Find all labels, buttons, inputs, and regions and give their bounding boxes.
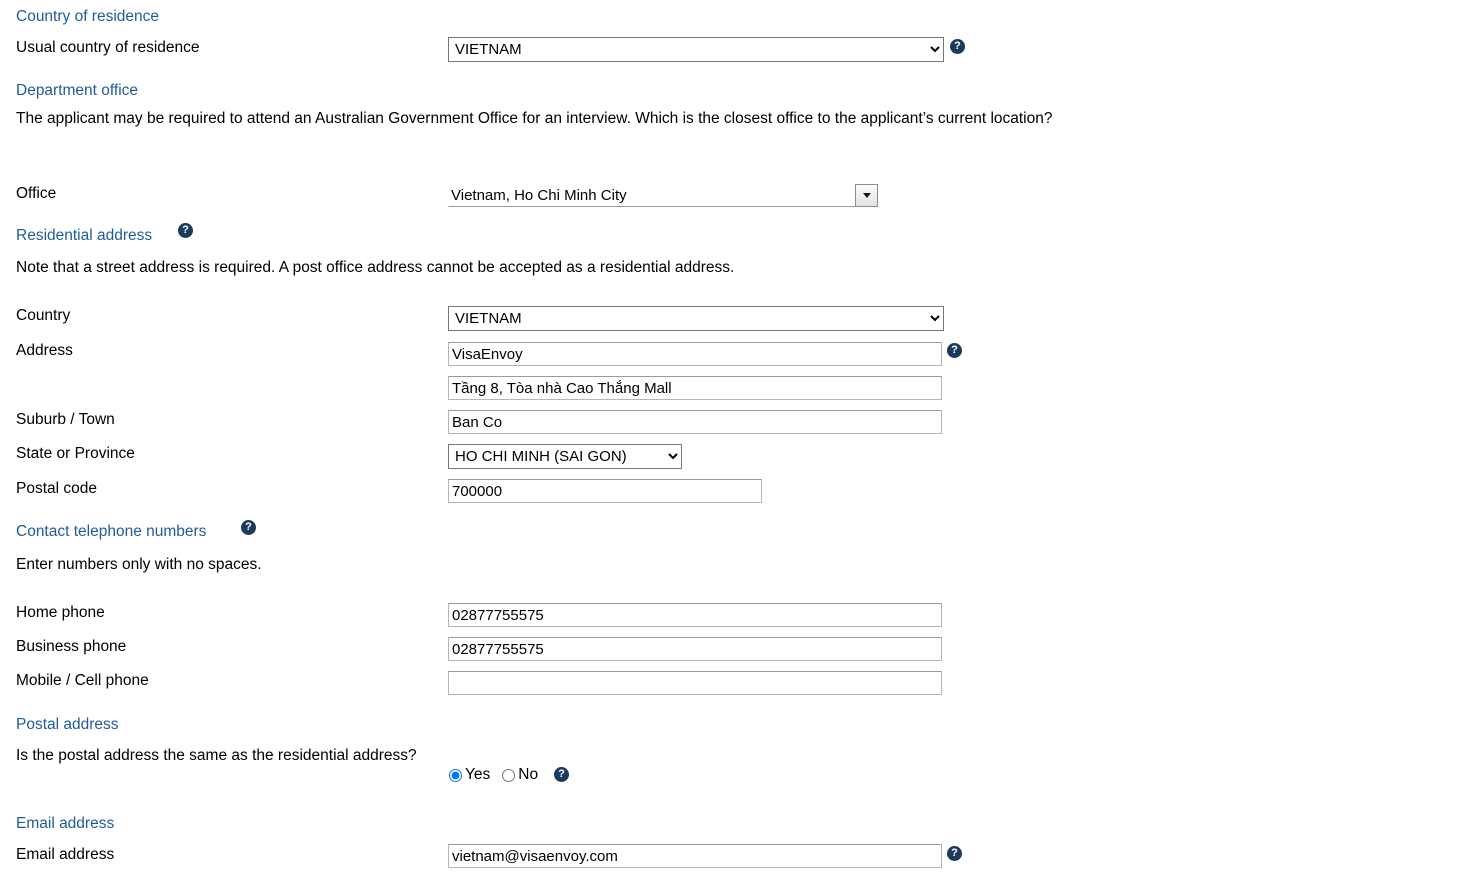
section-heading-country-of-residence: Country of residence xyxy=(16,8,160,25)
help-icon-residential-address[interactable]: ? xyxy=(178,223,193,238)
radio-label-postal-no[interactable]: No xyxy=(518,766,539,783)
combo-office[interactable] xyxy=(448,184,856,207)
label-postal-code: Postal code xyxy=(16,480,97,497)
label-residential-country: Country xyxy=(16,307,71,324)
input-address-line-1[interactable] xyxy=(448,342,942,366)
radio-postal-no[interactable] xyxy=(502,769,515,782)
input-home-phone[interactable] xyxy=(448,603,942,627)
label-address: Address xyxy=(16,342,73,359)
label-home-phone: Home phone xyxy=(16,604,105,621)
input-business-phone[interactable] xyxy=(448,637,942,661)
contact-telephone-note: Enter numbers only with no spaces. xyxy=(16,556,262,573)
help-icon-country-of-residence[interactable]: ? xyxy=(950,39,965,54)
label-suburb-town: Suburb / Town xyxy=(16,411,115,428)
select-state-or-province[interactable] xyxy=(448,444,682,469)
label-usual-country-of-residence: Usual country of residence xyxy=(16,39,200,56)
input-mobile-cell-phone[interactable] xyxy=(448,671,942,695)
input-email-address[interactable] xyxy=(448,844,942,868)
input-postal-code[interactable] xyxy=(448,479,762,503)
combo-office-dropdown-button[interactable] xyxy=(855,184,878,207)
input-address-line-2[interactable] xyxy=(448,376,942,400)
section-heading-email-address: Email address xyxy=(16,815,115,832)
department-office-description: The applicant may be required to attend an Australian Government Office for an interview. Which is the closest office to the applicant’s current location? xyxy=(16,110,1053,127)
label-state-or-province: State or Province xyxy=(16,445,135,462)
section-heading-residential-address: Residential address xyxy=(16,227,153,244)
postal-address-question: Is the postal address the same as the residential address? xyxy=(16,747,417,764)
help-icon-contact-telephone[interactable]: ? xyxy=(241,520,256,535)
help-icon-email-address[interactable]: ? xyxy=(947,846,962,861)
label-email-address: Email address xyxy=(16,846,115,863)
help-icon-address[interactable]: ? xyxy=(947,343,962,358)
input-suburb-town[interactable] xyxy=(448,410,942,434)
section-heading-postal-address: Postal address xyxy=(16,716,119,733)
radio-label-postal-yes[interactable]: Yes xyxy=(465,766,491,783)
radio-postal-yes[interactable] xyxy=(449,769,462,782)
select-residential-country[interactable] xyxy=(448,306,944,331)
chevron-down-icon xyxy=(863,193,871,198)
radio-group-postal-same-as-residential[interactable] xyxy=(449,766,550,784)
residential-address-note: Note that a street address is required. A post office address cannot be accepted as a residential address. xyxy=(16,259,735,276)
select-usual-country-of-residence[interactable] xyxy=(448,37,944,62)
label-mobile-cell-phone: Mobile / Cell phone xyxy=(16,672,149,689)
combo-office-value: Vietnam, Ho Chi Minh City xyxy=(451,187,627,204)
help-icon-postal-address[interactable]: ? xyxy=(554,767,569,782)
section-heading-department-office: Department office xyxy=(16,82,139,99)
section-heading-contact-telephone-numbers: Contact telephone numbers xyxy=(16,523,207,540)
label-office: Office xyxy=(16,185,57,202)
label-business-phone: Business phone xyxy=(16,638,127,655)
